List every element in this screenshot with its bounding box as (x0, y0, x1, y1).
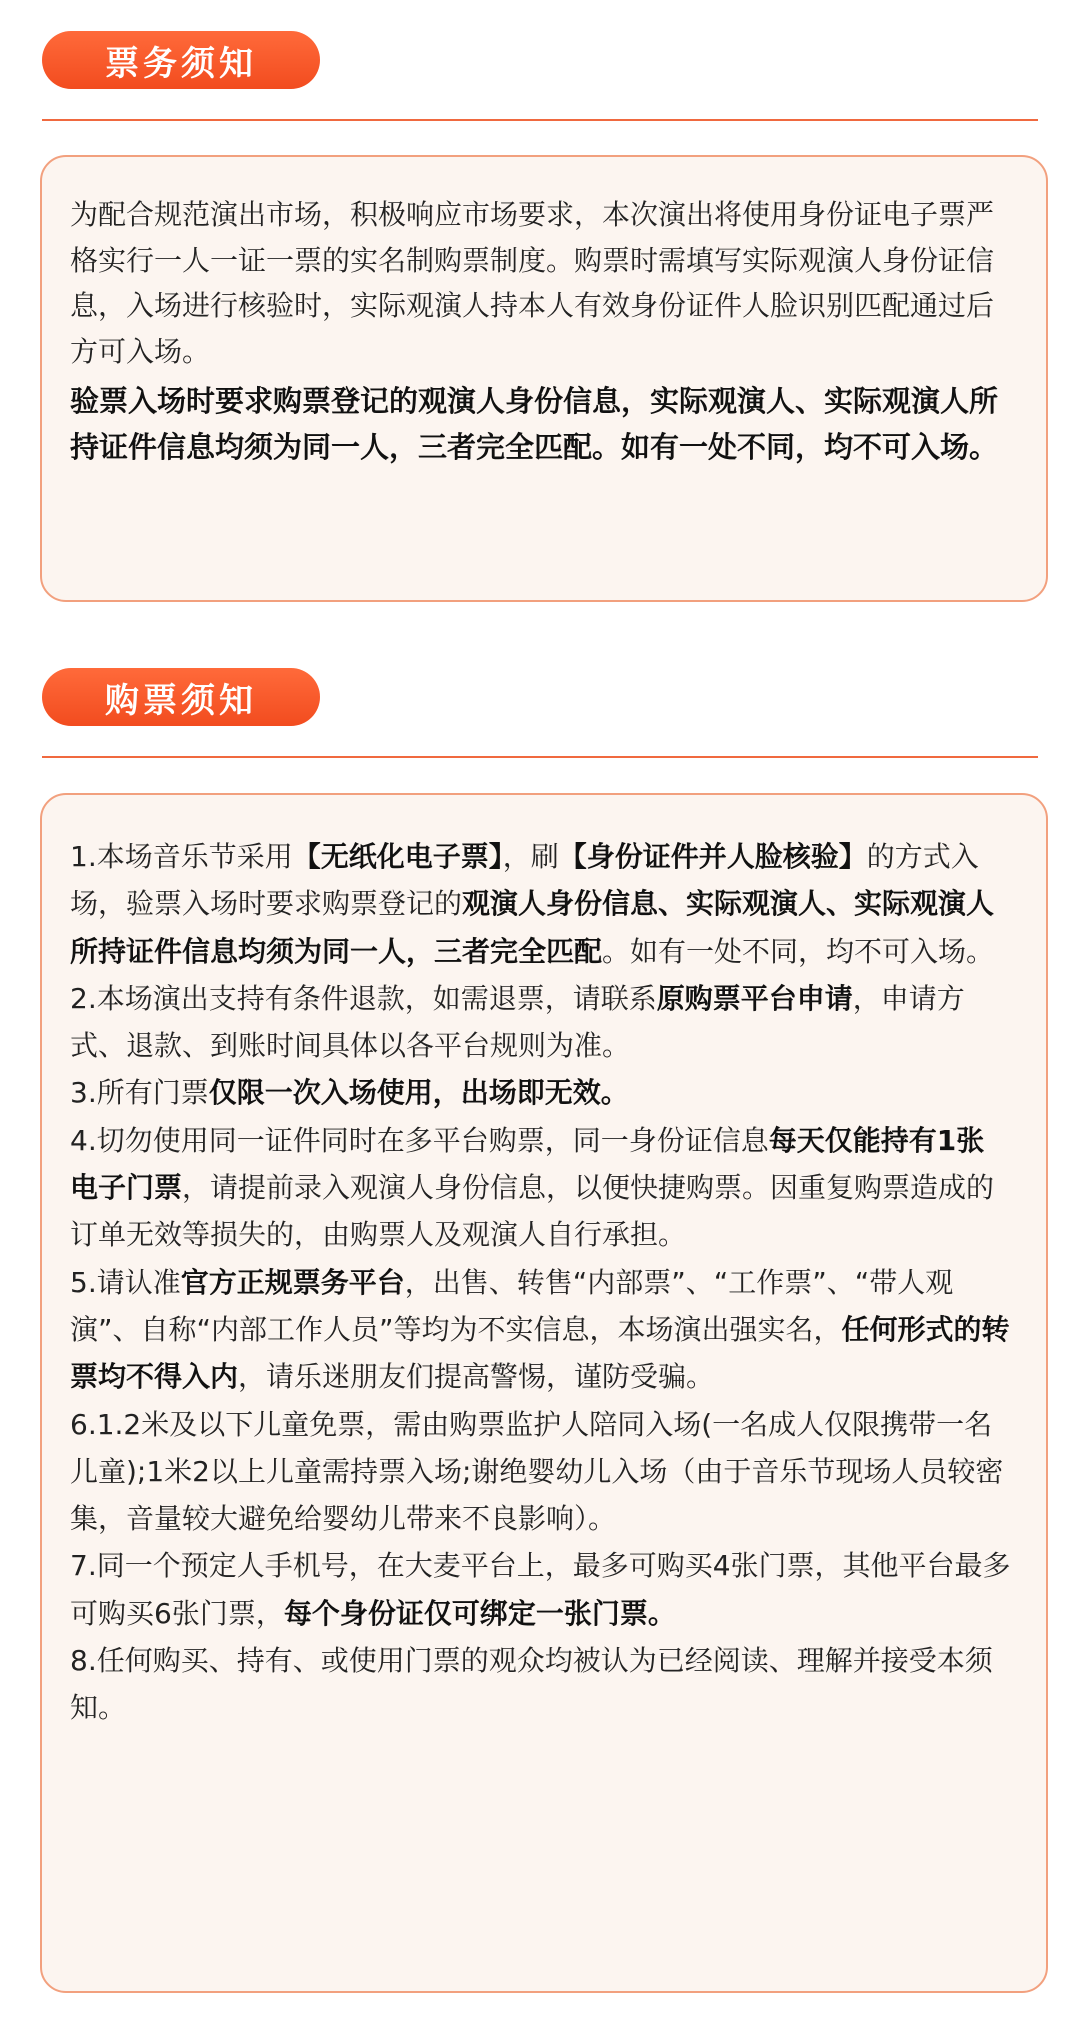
ticket-notice-card (40, 155, 1048, 602)
section2-divider (42, 756, 1038, 758)
item-text: 6.1.2米及以下儿童免票，需由购票监护人陪同入场(一名成人仅限携带一名儿童);1米2以上儿童需持票入场;谢绝婴幼儿入场（由于音乐节现场人员较密集，音量较大避免给婴幼儿带来不良影响）。 (70, 1407, 1004, 1536)
item-text: 1.本场音乐节采用 (70, 840, 293, 873)
item-bold: 原购票平台申请 (656, 981, 853, 1015)
item-text: 7.同一个预定人手机号，在大麦平台上，最多可购买4张门票，其他平台最多可购买6张门票， (70, 1549, 1011, 1630)
ticket-notice-paragraph: 为配合规范演出市场，积极响应市场要求，本次演出将使用身份证电子票严格实行一人一证一票的实名制购票制度。购票时需填写实际观演人身份证信息，入场进行核验时，实际观演人持本人有效身份证件人脸识别匹配通过后方可入场。 (70, 198, 995, 368)
notice-item-3 (70, 1069, 1012, 1116)
purchase-notice-card (40, 793, 1048, 1993)
item-bold: 【无纸化电子票】 (292, 840, 503, 873)
item-bold: 仅限一次入场使用，出场即无效。 (208, 1076, 629, 1110)
item-text: ，刷 (502, 840, 559, 873)
item-text: ，请提前录入观演人身份信息，以便快捷购票。因重复购票造成的订单无效等损失的，由购票人及观演人自行承担。 (70, 1171, 995, 1252)
ticket-notice-emphasis: 验票入场时要求购票登记的观演人身份信息，实际观演人、实际观演人所持证件信息均须为同一人，三者完全匹配。如有一处不同，均不可入场。 (70, 384, 999, 464)
item-bold: 观演人身份信息、实际观演人、实际观演人所持证件信息均须为同一人，三者完全匹配 (70, 887, 995, 968)
notice-item-8 (70, 1637, 1012, 1732)
notice-item-1 (70, 833, 1012, 975)
item-bold: 任何形式的转票均不得入内 (70, 1312, 1010, 1394)
purchase-notice-title (42, 668, 320, 726)
ticket-notice-title (42, 31, 320, 89)
item-text: 8.任何购买、持有、或使用门票的观众均被认为已经阅读、理解并接受本须知。 (70, 1644, 993, 1725)
item-text: 的方式入场，验票入场时要求购票登记的 (70, 840, 979, 921)
item-bold: 【身份证件并人脸核验】 (558, 840, 867, 873)
notice-item-2 (70, 975, 1012, 1070)
item-text: 3.所有门票 (70, 1076, 209, 1110)
item-text: ，出售、转售“内部票”、“工作票”、“带人观演”、自称“内部工作人员”等均为不实信息，本场演出强实名， (70, 1265, 954, 1346)
item-bold: 每天仅能持有1张电子门票 (70, 1123, 985, 1205)
section1-divider (42, 119, 1038, 121)
item-text: 4.切勿使用同一证件同时在多平台购票，同一身份证信息 (70, 1123, 769, 1157)
purchase-notice-title-text: 购票须知 (105, 680, 257, 721)
notice-item-7 (70, 1542, 1012, 1637)
item-bold: 每个身份证仅可绑定一张门票。 (283, 1596, 676, 1630)
item-text: 5.请认准 (70, 1265, 181, 1299)
item-text: ，申请方式、退款、到账时间具体以各平台规则为准。 (70, 981, 965, 1063)
ticket-notice-title-text: 票务须知 (105, 43, 257, 84)
item-text: 。如有一处不同，均不可入场。 (602, 934, 995, 968)
notice-item-6 (70, 1401, 1012, 1543)
item-bold: 官方正规票务平台 (180, 1265, 405, 1299)
item-text: 2.本场演出支持有条件退款，如需退票，请联系 (70, 981, 657, 1015)
item-text: ，请乐迷朋友们提高警惕，谨防受骗。 (238, 1360, 715, 1394)
notice-item-4 (70, 1117, 1012, 1259)
notice-item-5 (70, 1259, 1012, 1401)
